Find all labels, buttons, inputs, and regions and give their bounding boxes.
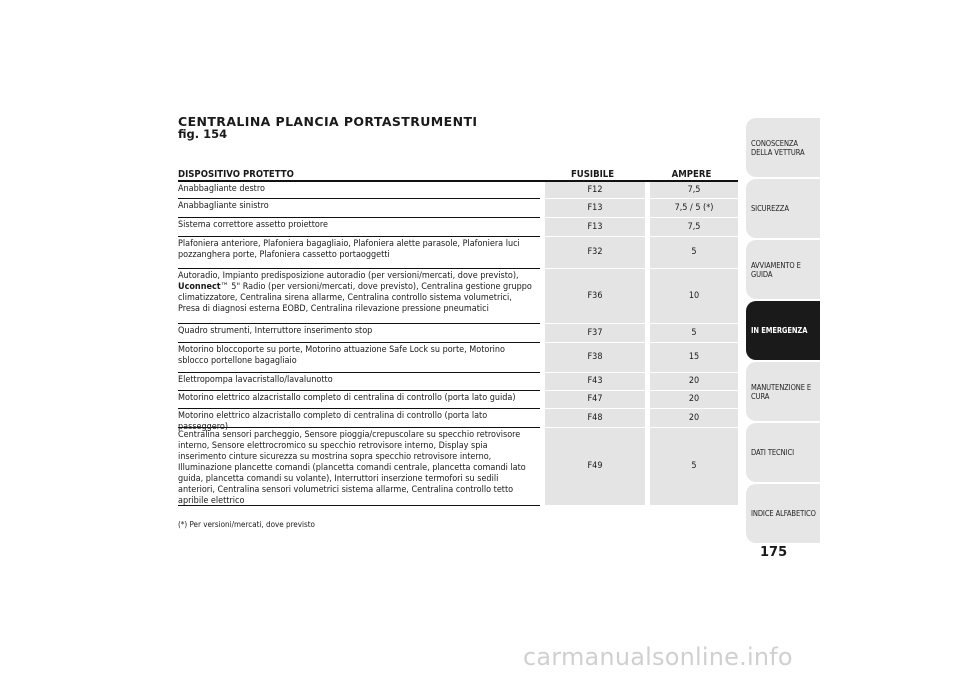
- device-cell: Motorino bloccoporte su porte, Motorino attuazione Safe Lock su porte, Motorino sblocco portellone bagagliaio: [178, 343, 540, 373]
- device-text: Autoradio, Impianto predisposizione autoradio (per versioni/mercati, dove previsto),: [178, 271, 519, 281]
- watermark: carmanualsonline.info: [523, 643, 793, 671]
- tab-in-emergenza[interactable]: IN EMERGENZA: [746, 301, 820, 360]
- table-row: [178, 237, 738, 269]
- chapter-tabs: [746, 118, 820, 545]
- amps-cell: 7,5 / 5 (*): [650, 199, 738, 218]
- table-row: [178, 391, 738, 409]
- device-cell: Sistema correttore assetto proiettore: [178, 218, 540, 237]
- table-row: [178, 182, 738, 199]
- fuse-cell: F12: [545, 182, 645, 199]
- fuse-cell: F13: [545, 199, 645, 218]
- fuse-cell: F43: [545, 373, 645, 391]
- fuse-cell: F48: [545, 409, 645, 428]
- amps-cell: 20: [650, 409, 738, 428]
- table-row: [178, 343, 738, 373]
- amps-cell: 20: [650, 391, 738, 409]
- table-row: [178, 373, 738, 391]
- footnote: (*) Per versioni/mercati, dove previsto: [178, 520, 315, 529]
- header-fuse: FUSIBILE: [570, 169, 615, 180]
- table-row: [178, 199, 738, 218]
- table-header: [178, 163, 738, 182]
- amps-cell: 15: [650, 343, 738, 373]
- fuse-cell: F47: [545, 391, 645, 409]
- device-cell: Motorino elettrico alzacristallo completo di centralina di controllo (porta lato passeggero): [178, 409, 540, 428]
- device-cell: [178, 269, 540, 324]
- device-cell: Elettropompa lavacristallo/lavalunotto: [178, 373, 540, 391]
- table-row: [178, 218, 738, 237]
- header-device: DISPOSITIVO PROTETTO: [178, 169, 294, 180]
- tab-sicurezza[interactable]: SICUREZZA: [746, 179, 820, 238]
- device-cell: Centralina sensori parcheggio, Sensore pioggia/crepuscolare su specchio retrovisore interno, Sensore elettrocromico su specchio retrovisore interno, Display spia inserimento cinture sicurezza su mostrina sopra specchio retrovisore interno, Illuminazione plancette comandi (plancetta comandi centrale, plancetta comandi lato guida, plancetta comandi su volante), Interruttori inserzione termofori su sedili anteriori, Centralina sensori volumetrici sistema allarme, Centralina controllo tetto apribile elettrico: [178, 428, 540, 506]
- table-row: [178, 409, 738, 432]
- tab-avviamento-e-guida[interactable]: AVVIAMENTO E GUIDA: [746, 240, 820, 299]
- device-cell: Quadro strumenti, Interruttore inserimento stop: [178, 324, 540, 343]
- tab-manutenzione-e-cura[interactable]: MANUTENZIONE E CURA: [746, 362, 820, 421]
- table-row: [178, 269, 738, 324]
- section-title: CENTRALINA PLANCIA PORTASTRUMENTI: [178, 114, 478, 129]
- amps-cell: 5: [650, 428, 738, 506]
- figure-reference: fig. 154: [178, 127, 228, 141]
- tab-dati-tecnici[interactable]: DATI TECNICI: [746, 423, 820, 482]
- fuse-cell: F36: [545, 269, 645, 324]
- device-cell: Plafoniera anteriore, Plafoniera bagagliaio, Plafoniera alette parasole, Plafoniera luci pozzanghera porte, Plafoniera cassetto portaoggetti: [178, 237, 540, 269]
- amps-cell: 5: [650, 237, 738, 269]
- fuse-cell: F37: [545, 324, 645, 343]
- fuse-cell: F49: [545, 428, 645, 506]
- fuse-cell: F32: [545, 237, 645, 269]
- device-text: ™ 5" Radio (per versioni/mercati, dove previsto), Centralina gestione gruppo climatizzatore, Centralina sirena allarme, Centralina controllo sistema volumetrici, Presa di diagnosi esterna EOBD, Centralina rilevazione pressione pneumatici: [178, 282, 532, 314]
- page-number: 175: [760, 545, 788, 560]
- table-row: [178, 428, 738, 506]
- uconnect-brand: Uconnect: [178, 282, 221, 292]
- amps-cell: 10: [650, 269, 738, 324]
- fuse-table: [178, 163, 738, 506]
- device-cell: Motorino elettrico alzacristallo completo di centralina di controllo (porta lato guida): [178, 391, 540, 409]
- table-row: [178, 324, 738, 343]
- amps-cell: 7,5: [650, 218, 738, 237]
- amps-cell: 20: [650, 373, 738, 391]
- amps-cell: 5: [650, 324, 738, 343]
- device-cell: Anabbagliante sinistro: [178, 199, 540, 218]
- fuse-cell: F38: [545, 343, 645, 373]
- fuse-cell: F13: [545, 218, 645, 237]
- amps-cell: 7,5: [650, 182, 738, 199]
- tab-conoscenza-della-vettura[interactable]: CONOSCENZA DELLA VETTURA: [746, 118, 820, 177]
- header-amps: AMPERE: [671, 169, 712, 180]
- tab-indice-alfabetico[interactable]: INDICE ALFABETICO: [746, 484, 820, 543]
- device-cell: Anabbagliante destro: [178, 182, 540, 199]
